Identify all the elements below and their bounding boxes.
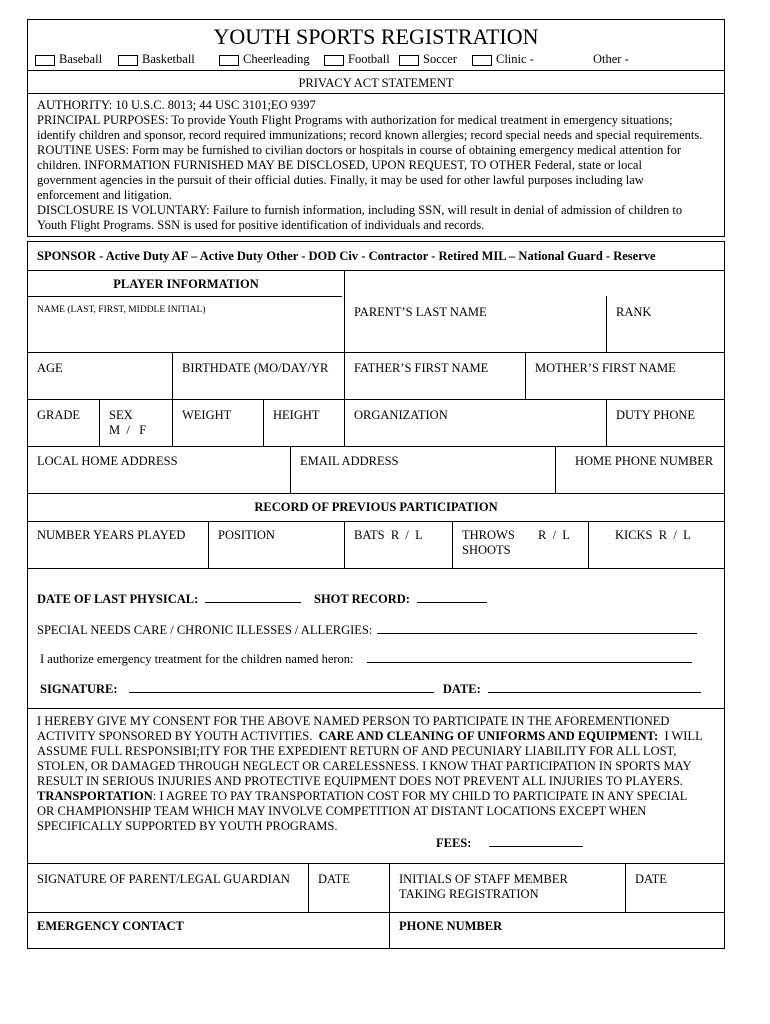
height-label: HEIGHT [273, 408, 320, 422]
signature-input[interactable] [129, 680, 434, 693]
last-physical-label: DATE OF LAST PHYSICAL: [37, 592, 199, 606]
divider [208, 521, 209, 568]
soccer-option[interactable] [399, 52, 457, 67]
baseball-checkbox[interactable] [35, 55, 55, 66]
weight-field[interactable] [182, 408, 231, 423]
organization-label: ORGANIZATION [354, 408, 448, 422]
father-first-name-field[interactable] [354, 361, 488, 376]
divider [99, 399, 100, 446]
divider [28, 93, 724, 94]
divider [263, 399, 264, 446]
privacy-line: children. INFORMATION FURNISHED MAY BE DISCLOSED, UPON REQUEST, TO OTHER Federal, state or local [37, 158, 642, 172]
duty-phone-field[interactable] [616, 408, 695, 423]
divider [28, 270, 724, 271]
consent-line: SPECIFICALLY SUPPORTED BY YOUTH PROGRAMS. [37, 819, 338, 833]
privacy-line: government agencies in the pursuit of their official duties. Finally, it may be used for other lawful purposes including law [37, 173, 644, 187]
emergency-contact-field[interactable] [37, 919, 184, 934]
years-played-label: NUMBER YEARS PLAYED [37, 528, 186, 542]
divider [588, 521, 589, 568]
divider [344, 521, 345, 568]
bats-label: BATS R / L [354, 528, 423, 542]
kicks-field[interactable] [615, 528, 691, 543]
name-label: NAME (LAST, FIRST, MIDDLE INITIAL) [37, 305, 206, 315]
duty-phone-label: DUTY PHONE [616, 408, 696, 422]
consent-line: STOLEN, OR DAMAGED THROUGH NEGLECT OR CARELESSNESS. I KNOW THAT PARTICIPATION IN SPORTS MAY [37, 759, 692, 773]
home-phone-field[interactable] [575, 454, 713, 469]
player-info-heading: PLAYER INFORMATION [113, 277, 259, 291]
divider [28, 70, 724, 71]
consent-text: I WILL [658, 729, 703, 743]
consent-statement [37, 714, 725, 834]
sponsor-line[interactable]: SPONSOR - Active Duty AF – Active Duty Other - DOD Civ - Contractor - Retired MIL – National Guard - Reserve [37, 249, 656, 263]
staff-date-label: DATE [635, 872, 667, 886]
shoots-label: SHOOTS [462, 543, 511, 557]
guardian-signature-label: SIGNATURE OF PARENT/LEGAL GUARDIAN [37, 872, 290, 886]
divider [555, 446, 556, 493]
divider [389, 863, 390, 949]
staff-initials-field[interactable] [399, 872, 568, 902]
throws-field[interactable] [462, 528, 515, 558]
home-phone-label: HOME PHONE NUMBER [575, 454, 714, 468]
rank-field[interactable] [616, 305, 651, 320]
divider [28, 912, 724, 913]
privacy-line: PRINCIPAL PURPOSES: To provide Youth Flight Programs with authorization for medical treatment in emergency situations; [37, 113, 673, 127]
guardian-signature-field[interactable] [37, 872, 290, 887]
divider [344, 352, 345, 399]
bats-field[interactable] [354, 528, 423, 543]
grade-field[interactable] [37, 408, 80, 423]
throws-rl[interactable]: R / L [538, 528, 570, 542]
consent-line: ASSUME FULL RESPONSIBI;ITY FOR THE EXPEDIENT RETURN OF AND PECUNIARY LIABILITY FOR ALL LOST, [37, 744, 677, 758]
consent-line: OR CHAMPIONSHIP TEAM WHICH MAY INVOLVE COMPETITION AT DISTANT LOCATIONS EXCEPT WHEN [37, 804, 647, 818]
birthdate-field[interactable] [182, 361, 328, 376]
emergency-contact-label: EMERGENCY CONTACT [37, 919, 184, 933]
divider [344, 270, 345, 296]
parent-last-name-field[interactable] [354, 305, 487, 320]
sex-label: SEX [109, 408, 133, 422]
previous-participation-heading: RECORD OF PREVIOUS PARTICIPATION [254, 500, 498, 514]
privacy-line: DISCLOSURE IS VOLUNTARY: Failure to furnish information, including SSN, will result in denial of admission of children to [37, 203, 683, 217]
other-label: Other - [593, 52, 629, 66]
sex-field[interactable] [109, 408, 146, 438]
divider [625, 863, 626, 912]
guardian-date-label: DATE [318, 872, 350, 886]
father-first-name-label: FATHER’S FIRST NAME [354, 361, 489, 375]
divider [344, 296, 345, 352]
sport-options [35, 52, 725, 68]
height-field[interactable] [273, 408, 320, 423]
divider [28, 446, 724, 447]
divider [606, 296, 607, 352]
consent-text: ACTIVITY SPONSORED BY YOUTH ACTIVITIES. [37, 729, 319, 743]
football-label: Football [348, 52, 390, 66]
divider [452, 521, 453, 568]
fees-row [436, 834, 583, 851]
email-label: EMAIL ADDRESS [300, 454, 399, 468]
divider [28, 708, 724, 709]
kicks-label: KICKS R / L [615, 528, 691, 542]
signature-date-input[interactable] [488, 680, 701, 693]
clinic-label: Clinic - [496, 52, 534, 66]
divider [290, 446, 291, 493]
last-physical-row [37, 590, 301, 607]
authorize-input[interactable] [367, 650, 692, 663]
clinic-option[interactable] [472, 52, 534, 67]
soccer-label: Soccer [423, 52, 458, 66]
last-physical-input[interactable] [205, 590, 301, 603]
basketball-checkbox[interactable] [118, 55, 138, 66]
privacy-statement [37, 98, 722, 233]
name-field[interactable] [37, 304, 206, 316]
form-box [27, 241, 725, 949]
consent-text: : I AGREE TO PAY TRANSPORTATION COST FOR MY CHILD TO PARTICIPATE IN ANY SPECIAL [152, 789, 688, 803]
special-needs-row [37, 621, 697, 638]
consent-line: RESULT IN SERIOUS INJURIES AND PROTECTIVE EQUIPMENT DOES NOT PREVENT ALL INJURIES TO PLAYERS. [37, 774, 683, 788]
birthdate-label: BIRTHDATE (MO/DAY/YR [182, 361, 329, 375]
divider [28, 296, 342, 297]
emergency-phone-field[interactable] [399, 919, 502, 934]
special-needs-input[interactable] [377, 621, 697, 634]
cheerleading-label: Cheerleading [243, 52, 310, 66]
age-field[interactable] [37, 361, 63, 376]
divider [28, 521, 724, 522]
position-label: POSITION [218, 528, 275, 542]
privacy-line: AUTHORITY: 10 U.S.C. 8013; 44 USC 3101;EO 9397 [37, 98, 316, 112]
privacy-line: identify children and sponsor, record required immunizations; record known allergies; record special needs and special requirements. [37, 128, 703, 142]
authorize-row [40, 650, 692, 667]
basketball-option[interactable] [118, 52, 195, 67]
position-field[interactable] [218, 528, 275, 543]
divider [28, 568, 724, 569]
authorize-label: I authorize emergency treatment for the children named heron: [40, 652, 354, 666]
guardian-date-field[interactable] [318, 872, 350, 887]
throws-label: THROWS [462, 528, 515, 542]
clinic-checkbox[interactable] [472, 55, 492, 66]
rank-label: RANK [616, 305, 652, 319]
mother-first-name-label: MOTHER’S FIRST NAME [535, 361, 676, 375]
shot-record-input[interactable] [417, 590, 487, 603]
cheerleading-option[interactable] [219, 52, 310, 67]
consent-line [37, 729, 725, 744]
privacy-line: enforcement and litigation. [37, 188, 173, 202]
privacy-line: ROUTINE USES: Form may be furnished to civilian doctors or hospitals in course of obtaining emergency medical attention for [37, 143, 682, 157]
divider [172, 352, 173, 399]
privacy-heading: PRIVACY ACT STATEMENT [298, 76, 454, 90]
cheerleading-checkbox[interactable] [219, 55, 239, 66]
age-label: AGE [37, 361, 63, 375]
fees-label: FEES: [436, 836, 472, 850]
staff-initials-label: INITIALS OF STAFF MEMBER [399, 872, 568, 886]
privacy-line: Youth Flight Programs. SSN is used for positive identification of individuals and records. [37, 218, 485, 232]
baseball-option[interactable] [35, 52, 102, 67]
mother-first-name-field[interactable] [535, 361, 676, 376]
weight-label: WEIGHT [182, 408, 232, 422]
football-checkbox[interactable] [324, 55, 344, 66]
organization-field[interactable] [354, 408, 448, 423]
fees-input[interactable] [489, 834, 583, 847]
signature-date-label: DATE: [442, 682, 481, 696]
divider [28, 352, 724, 353]
grade-label: GRADE [37, 408, 81, 422]
form-title: YOUTH SPORTS REGISTRATION [213, 24, 539, 49]
divider [28, 863, 724, 864]
transportation-heading: TRANSPORTATION [37, 789, 153, 803]
soccer-checkbox[interactable] [399, 55, 419, 66]
divider [525, 352, 526, 399]
uniforms-heading: CARE AND CLEANING OF UNIFORMS AND EQUIPMENT: [318, 729, 659, 743]
parent-last-name-label: PARENT’S LAST NAME [354, 305, 487, 319]
shot-record-label: SHOT RECORD: [314, 592, 410, 606]
staff-date-field[interactable] [635, 872, 667, 887]
divider [28, 399, 724, 400]
staff-initials-label: TAKING REGISTRATION [399, 887, 539, 901]
emergency-phone-label: PHONE NUMBER [399, 919, 503, 933]
signature-row [40, 680, 701, 697]
email-field[interactable] [300, 454, 399, 469]
basketball-label: Basketball [142, 52, 195, 66]
baseball-label: Baseball [59, 52, 103, 66]
home-address-field[interactable] [37, 454, 178, 469]
divider [308, 863, 309, 912]
football-option[interactable] [324, 52, 390, 67]
divider [28, 493, 724, 494]
divider [344, 399, 345, 446]
header-box [27, 19, 725, 237]
divider [606, 399, 607, 446]
consent-line [37, 789, 725, 804]
signature-label: SIGNATURE: [40, 682, 118, 696]
years-played-field[interactable] [37, 528, 185, 543]
consent-line: I HEREBY GIVE MY CONSENT FOR THE ABOVE NAMED PERSON TO PARTICIPATE IN THE AFOREMENTIONED [37, 714, 670, 728]
sex-options[interactable]: M / F [109, 423, 147, 437]
home-address-label: LOCAL HOME ADDRESS [37, 454, 178, 468]
shot-record-row [314, 590, 487, 607]
divider [172, 399, 173, 446]
special-needs-label: SPECIAL NEEDS CARE / CHRONIC ILLESSES / ALLERGIES: [37, 623, 373, 637]
